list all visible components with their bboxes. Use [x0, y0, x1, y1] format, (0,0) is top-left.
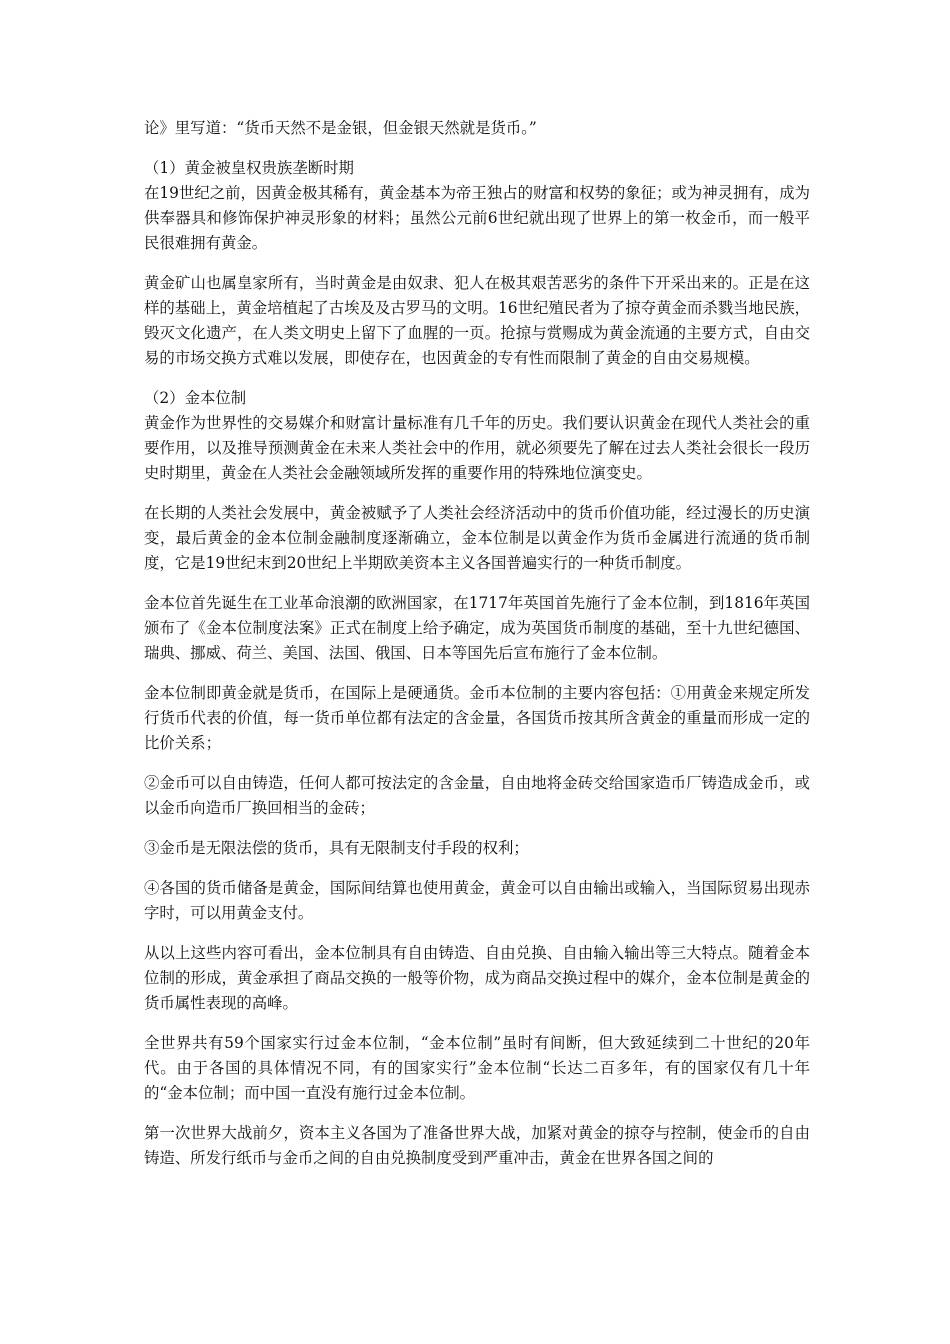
paragraph-gold-standard-10: 第一次世界大战前夕，资本主义各国为了准备世界大战，加紧对黄金的掠夺与控制，使金币的自由铸造、所发行纸币与金币之间的自由兑换制度受到严重冲击，黄金在世界各国之间的 — [144, 1124, 810, 1167]
paragraph-royal-monopoly-1: 在19世纪之前，因黄金极其稀有，黄金基本为帝王独占的财富和权势的象征；或为神灵拥有，成为供奉器具和修饰保护神灵形象的材料；虽然公元前6世纪就出现了世界上的第一枚金币，而一般平民很难拥有黄金。 — [144, 184, 810, 252]
paragraph-gold-standard-4: 金本位制即黄金就是货币，在国际上是硬通货。金币本位制的主要内容包括：①用黄金来规定所发行货币代表的价值，每一货币单位都有法定的含金量，各国货币按其所含黄金的重量而形成一定的比价关系； — [144, 684, 810, 752]
paragraph-gold-standard-2: 在长期的人类社会发展中，黄金被赋予了人类社会经济活动中的货币价值功能，经过漫长的历史演变，最后黄金的金本位制金融制度逐渐确立，金本位制是以黄金作为货币金属进行流通的货币制度，它是19世纪末到20世纪上半期欧美资本主义各国普遍实行的一种货币制度。 — [144, 504, 810, 572]
paragraph-gold-standard-5: ②金币可以自由铸造，任何人都可按法定的含金量，自由地将金砖交给国家造币厂铸造成金币，或以金币向造币厂换回相当的金砖； — [144, 774, 810, 817]
section-heading-royal-monopoly: （1）黄金被皇权贵族垄断时期 — [144, 159, 354, 177]
paragraph-gold-standard-3: 金本位首先诞生在工业革命浪潮的欧洲国家，在1717年英国首先施行了金本位制，到1816年英国颁布了《金本位制度法案》正式在制度上给予确定，成为英国货币制度的基础，至十九世纪德国、瑞典、挪威、荷兰、美国、法国、俄国、日本等国先后宣布施行了金本位制。 — [144, 594, 810, 662]
paragraph-gold-standard-1: 黄金作为世界性的交易媒介和财富计量标准有几千年的历史。我们要认识黄金在现代人类社会的重要作用，以及推导预测黄金在未来人类社会中的作用，就必须要先了解在过去人类社会很长一段历史时期里，黄金在人类社会金融领域所发挥的重要作用的特殊地位演变史。 — [144, 414, 810, 482]
section-heading-gold-standard: （2）金本位制 — [144, 389, 247, 407]
paragraph-gold-standard-6: ③金币是无限法偿的货币，具有无限制支付手段的权利； — [144, 839, 529, 857]
paragraph-intro-quote: 论》里写道：“货币天然不是金银，但金银天然就是货币。” — [144, 119, 537, 137]
paragraph-gold-standard-8: 从以上这些内容可看出，金本位制具有自由铸造、自由兑换、自由输入输出等三大特点。随着金本位制的形成，黄金承担了商品交换的一般等价物，成为商品交换过程中的媒介，金本位制是黄金的货币属性表现的高峰。 — [144, 944, 810, 1012]
document-body — [144, 116, 810, 1186]
paragraph-gold-standard-7: ④各国的货币储备是黄金，国际间结算也使用黄金，黄金可以自由输出或输入，当国际贸易出现赤字时，可以用黄金支付。 — [144, 879, 810, 922]
paragraph-gold-standard-9: 全世界共有59个国家实行过金本位制，“金本位制”虽时有间断，但大致延续到二十世纪的20年代。由于各国的具体情况不同，有的国家实行”金本位制“长达二百多年，有的国家仅有几十年的“金本位制；而中国一直没有施行过金本位制。 — [144, 1034, 810, 1102]
paragraph-royal-monopoly-2: 黄金矿山也属皇家所有，当时黄金是由奴隶、犯人在极其艰苦恶劣的条件下开采出来的。正是在这样的基础上，黄金培植起了古埃及及古罗马的文明。16世纪殖民者为了掠夺黄金而杀戮当地民族，毁灭文化遗产，在人类文明史上留下了血腥的一页。抢掠与赏赐成为黄金流通的主要方式，自由交易的市场交换方式难以发展，即使存在，也因黄金的专有性而限制了黄金的自由交易规模。 — [144, 274, 810, 367]
